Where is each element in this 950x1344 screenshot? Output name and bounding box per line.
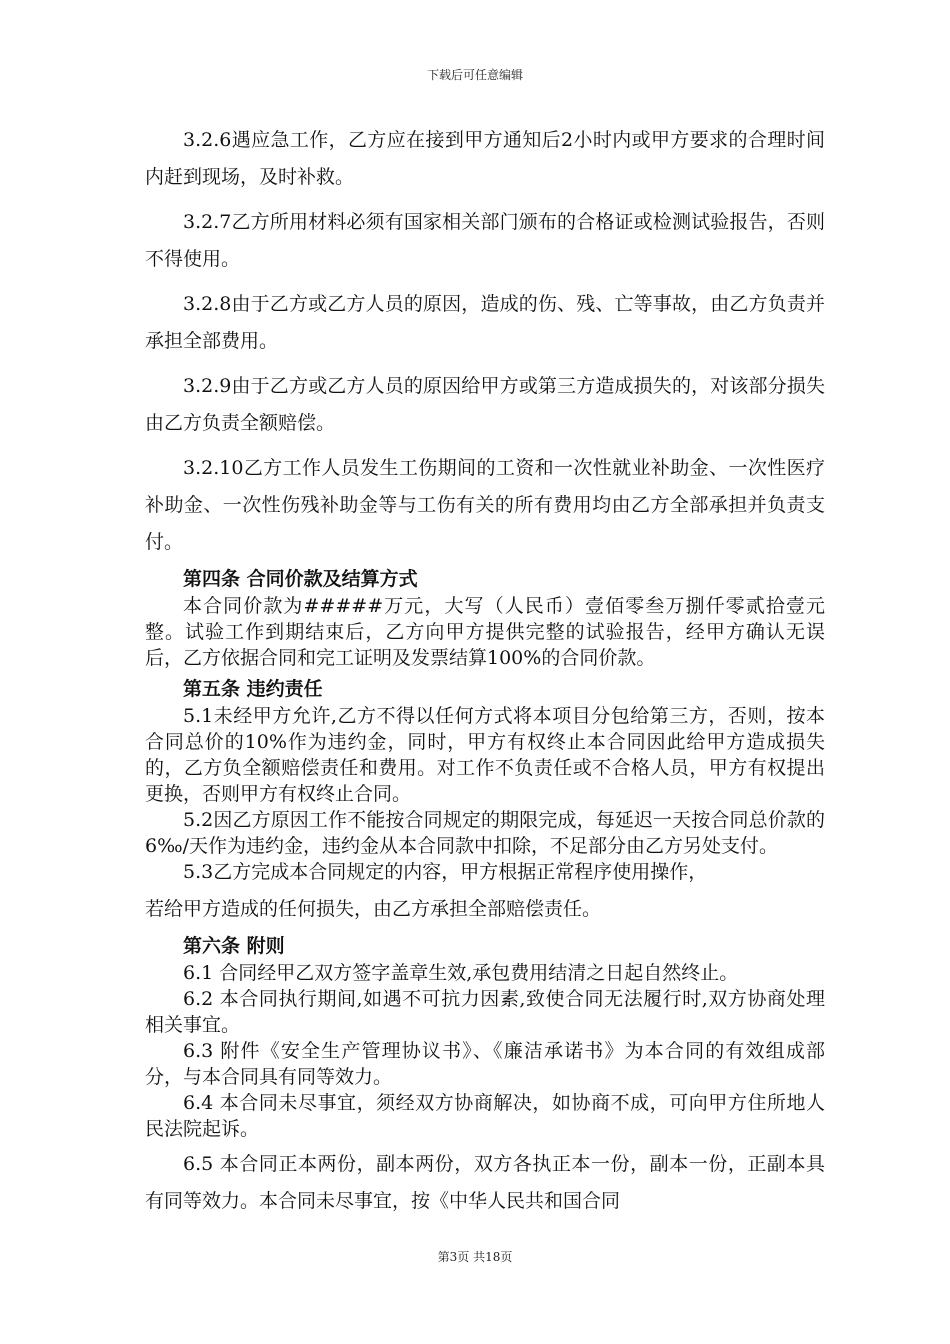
article-4-heading: 第四条 合同价款及结算方式 [183, 568, 418, 590]
clause-6-1: 6.1 合同经甲乙双方签字盖章生效,承包费用结清之日起自然终止。 [183, 962, 739, 984]
clause-3-2-8: 3.2.8由于乙方或乙方人员的原因，造成的伤、残、亡等事故，由乙方负责并承担全部费用。 [145, 293, 825, 352]
clause-6-4: 6.4 本合同未尽事宜，须经双方协商解决，如协商不成，可向甲方住所地人民法院起诉。 [145, 1092, 825, 1140]
article-6-heading: 第六条 附则 [183, 935, 285, 957]
clause-5-3-continued: 若给甲方造成的任何损失，由乙方承担全部赔偿责任。 [145, 898, 602, 920]
clause-3-2-6: 3.2.6遇应急工作，乙方应在接到甲方通知后2小时内或甲方要求的合理时间内赶到现场，及时补救。 [145, 129, 825, 188]
clause-5-3: 5.3乙方完成本合同规定的内容，甲方根据正常程序使用操作， [183, 861, 708, 883]
document-body [145, 122, 825, 1220]
clause-6-3: 6.3 附件《安全生产管理协议书》、《廉洁承诺书》为本合同的有效组成部分，与本合同具有同等效力。 [145, 1040, 825, 1088]
clause-3-2-9: 3.2.9由于乙方或乙方人员的原因给甲方或第三方造成损失的，对该部分损失由乙方负责全额赔偿。 [145, 375, 825, 434]
clause-5-2: 5.2因乙方原因工作不能按合同规定的期限完成，每延迟一天按合同总价款的6‰/天作为违约金，违约金从本合同款中扣除，不足部分由乙方另处支付。 [145, 809, 825, 857]
page-header: 下载后可任意编辑 [426, 68, 523, 82]
clause-6-2: 6.2 本合同执行期间,如遇不可抗力因素,致使合同无法履行时,双方协商处理相关事宜。 [145, 988, 825, 1036]
article-4-body: 本合同价款为#####万元，大写（人民币）壹佰零叁万捌仟零贰拾壹元整。试验工作到期结束后，乙方向甲方提供完整的试验报告，经甲方确认无误后，乙方依据合同和完工证明及发票结算100%的合同价款。 [145, 595, 825, 669]
page-footer: 第3页 共18页 [437, 1250, 513, 1264]
clause-5-1: 5.1未经甲方允许,乙方不得以任何方式将本项目分包给第三方，否则，按本合同总价的10%作为违约金，同时，甲方有权终止本合同因此给甲方造成损失的，乙方负全额赔偿责任和费用。对工作不负责任或不合格人员，甲方有权提出更换，否则甲方有权终止合同。 [145, 705, 825, 805]
clause-3-2-7: 3.2.7乙方所用材料必须有国家相关部门颁布的合格证或检测试验报告，否则不得使用。 [145, 211, 825, 270]
clause-6-5: 6.5 本合同正本两份，副本两份，双方各执正本一份，副本一份，正副本具有同等效力。本合同未尽事宜，按《中华人民共和国合同 [145, 1153, 825, 1212]
article-5-heading: 第五条 违约责任 [183, 678, 323, 700]
clause-3-2-10: 3.2.10乙方工作人员发生工伤期间的工资和一次性就业补助金、一次性医疗补助金、一次性伤残补助金等与工伤有关的所有费用均由乙方全部承担并负责支付。 [145, 457, 825, 553]
